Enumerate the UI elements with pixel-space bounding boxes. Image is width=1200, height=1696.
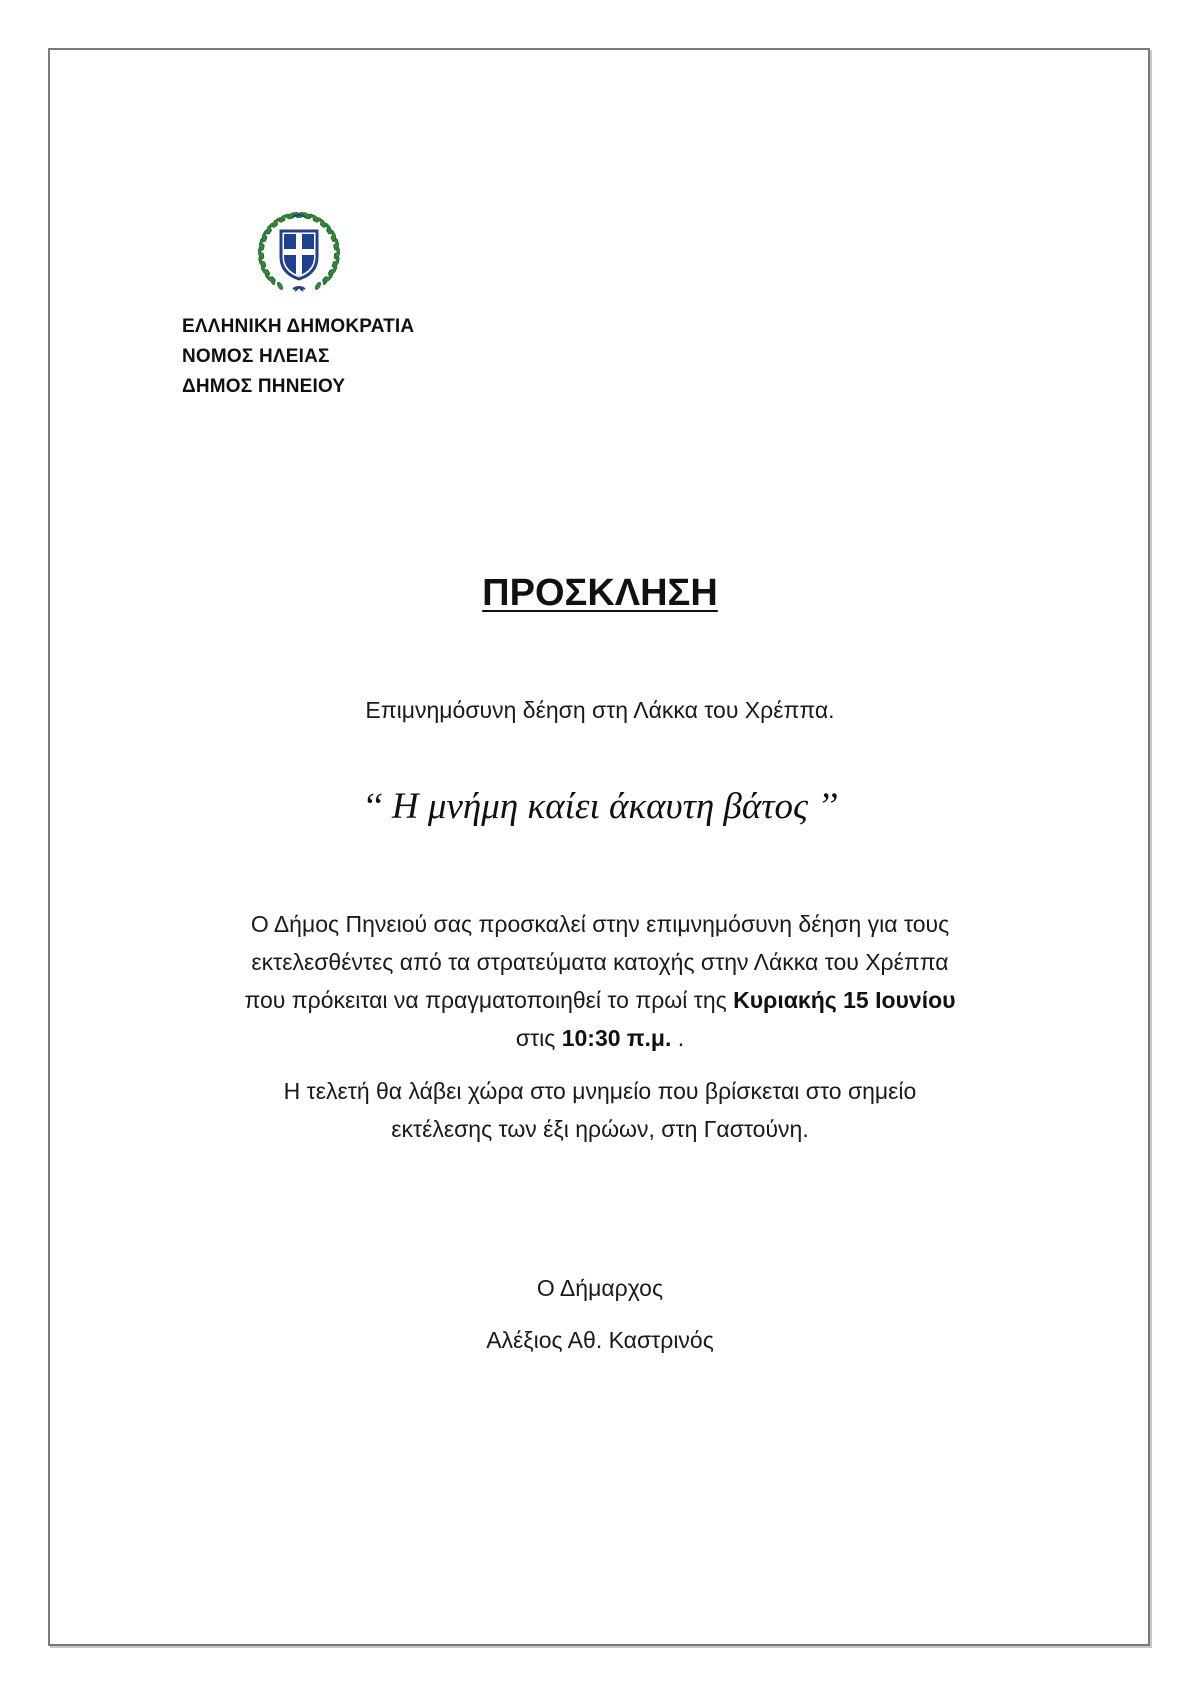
header-country: ΕΛΛΗΝΙΚΗ ΔΗΜΟΚΡΑΤΙΑ <box>182 316 415 337</box>
header-municipality: ΔΗΜΟΣ ΠΗΝΕΙΟΥ <box>182 376 346 397</box>
body-line-4-end: . <box>671 1025 685 1051</box>
signature-block <box>0 1262 1200 1366</box>
body-line-4-text: στις <box>515 1025 562 1051</box>
location-line-1: Η τελετή θα λάβει χώρα στο μνημείο που βρίσκεται στο σημείο <box>283 1078 917 1104</box>
body-line-1: Ο Δήμος Πηνειού σας προσκαλεί στην επιμνημόσυνη δέηση για τους <box>250 911 950 937</box>
body-line-3-text: που πρόκειται να πραγματοποιηθεί το πρωί της <box>244 987 734 1013</box>
location-line-2: εκτέλεσης των έξι ηρώων, στη Γαστούνη. <box>391 1116 809 1142</box>
signatory-role: Ο Δήμαρχος <box>536 1275 664 1301</box>
signatory-name: Αλέξιος Αθ. Καστρινός <box>486 1327 714 1353</box>
event-date: Κυριακής 15 Ιουνίου <box>733 987 956 1013</box>
document-title: ΠΡΟΣΚΛΗΣΗ <box>482 572 718 614</box>
body-line-4 <box>150 1019 1050 1057</box>
body-line-3 <box>150 981 1050 1019</box>
memorial-quote: ‘‘ Η μνήμη καίει άκαυτη βάτος ’’ <box>362 786 838 827</box>
page-border <box>48 48 1150 1646</box>
document-subtitle: Επιμνημόσυνη δέηση στη Λάκκα του Χρέππα. <box>365 697 835 723</box>
body-line-2: εκτελεσθέντες από τα στρατεύματα κατοχής στην Λάκκα του Χρέππα <box>251 949 949 975</box>
greek-coat-of-arms-icon <box>253 207 345 299</box>
location-paragraph <box>150 1072 1050 1148</box>
issuer-header <box>182 312 414 402</box>
invitation-paragraph <box>150 905 1050 1057</box>
event-time: 10:30 π.μ. <box>561 1025 672 1051</box>
header-prefecture: ΝΟΜΟΣ ΗΛΕΙΑΣ <box>182 346 330 367</box>
